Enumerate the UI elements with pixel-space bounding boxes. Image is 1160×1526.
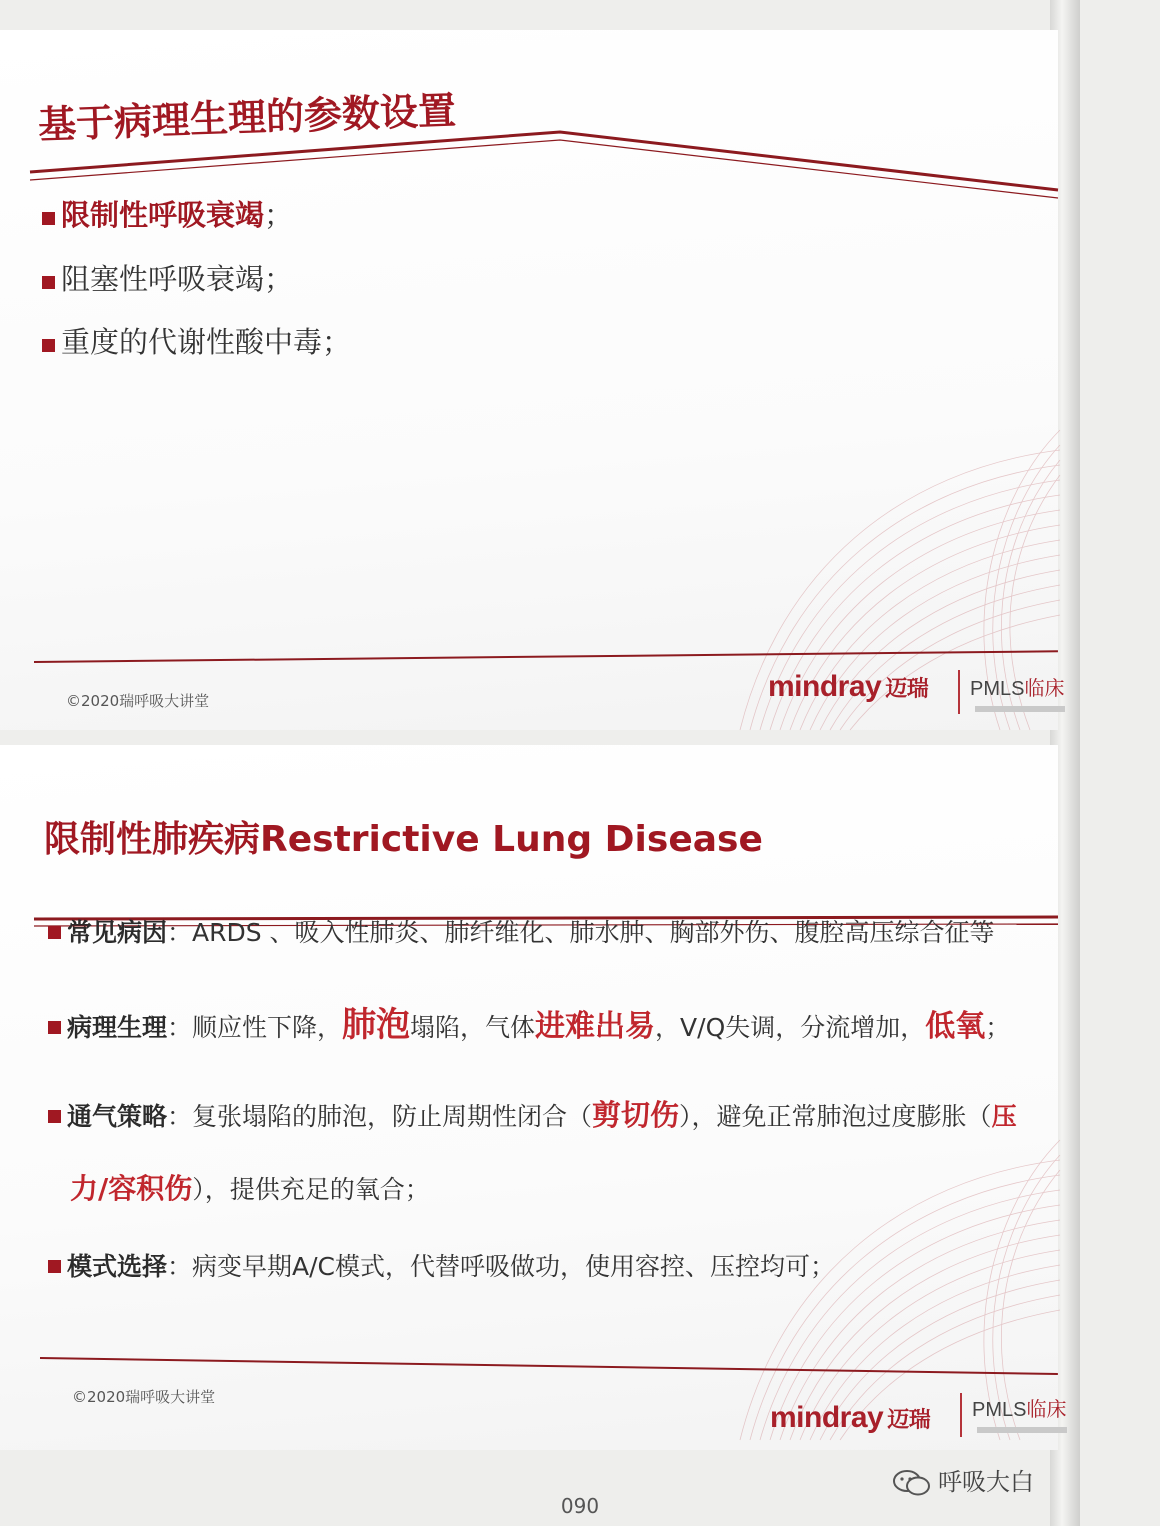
row-ventilation-strategy-continued: 力/容积伤），提供充足的氧合； [70, 1172, 430, 1205]
pmls-logo: PMLS临床 [970, 678, 1065, 700]
wechat-watermark: 呼吸大白 [892, 1462, 1034, 1498]
bullet-square-icon [48, 926, 61, 939]
bullet-square-icon [42, 339, 55, 352]
bullet-item-obstructive: 阻塞性呼吸衰竭； [42, 257, 293, 298]
pmls-tagline [975, 706, 1065, 712]
copyright-text: ©2020瑞呼吸大讲堂 [66, 692, 210, 710]
wechat-icon [892, 1468, 932, 1498]
slide-parameter-settings [0, 30, 1065, 730]
bullet-square-icon [48, 1260, 61, 1273]
bullet-square-icon [42, 212, 55, 225]
slide-restrictive-lung-disease [0, 745, 1067, 1450]
mindray-logo: mindray 迈瑞 [770, 1401, 931, 1434]
row-pathophysiology: 病理生理：顺应性下降，肺泡塌陷，气体进难出易，V/Q失调，分流增加，低氧； [48, 997, 1010, 1046]
pmls-logo: PMLS临床 [972, 1399, 1067, 1421]
page-number: 090 [560, 1494, 600, 1518]
logo-divider [958, 670, 960, 714]
copyright-text: ©2020瑞呼吸大讲堂 [72, 1388, 216, 1406]
pmls-tagline [977, 1427, 1067, 1433]
logo-divider [960, 1393, 962, 1437]
slide-title: 限制性肺疾病Restrictive Lung Disease [44, 819, 763, 860]
bullet-square-icon [42, 276, 55, 289]
slide-title: 基于病理生理的参数设置 [37, 88, 457, 147]
row-mode-selection: 模式选择：病变早期A/C模式，代替呼吸做功，使用容控、压控均可； [48, 1247, 835, 1283]
row-common-causes: 常见病因：ARDS 、吸入性肺炎、肺纤维化、肺水肿、胸部外伤、腹腔高压综合征等 [48, 913, 995, 949]
bullet-square-icon [48, 1110, 61, 1123]
row-ventilation-strategy: 通气策略：复张塌陷的肺泡，防止周期性闭合（剪切伤），避免正常肺泡过度膨胀（压 [48, 1093, 1017, 1134]
bullet-item-restrictive: 限制性呼吸衰竭； [42, 193, 293, 234]
bullet-item-acidosis: 重度的代谢性酸中毒； [42, 320, 351, 361]
mindray-logo: mindray 迈瑞 [768, 670, 929, 703]
bullet-square-icon [48, 1021, 61, 1034]
